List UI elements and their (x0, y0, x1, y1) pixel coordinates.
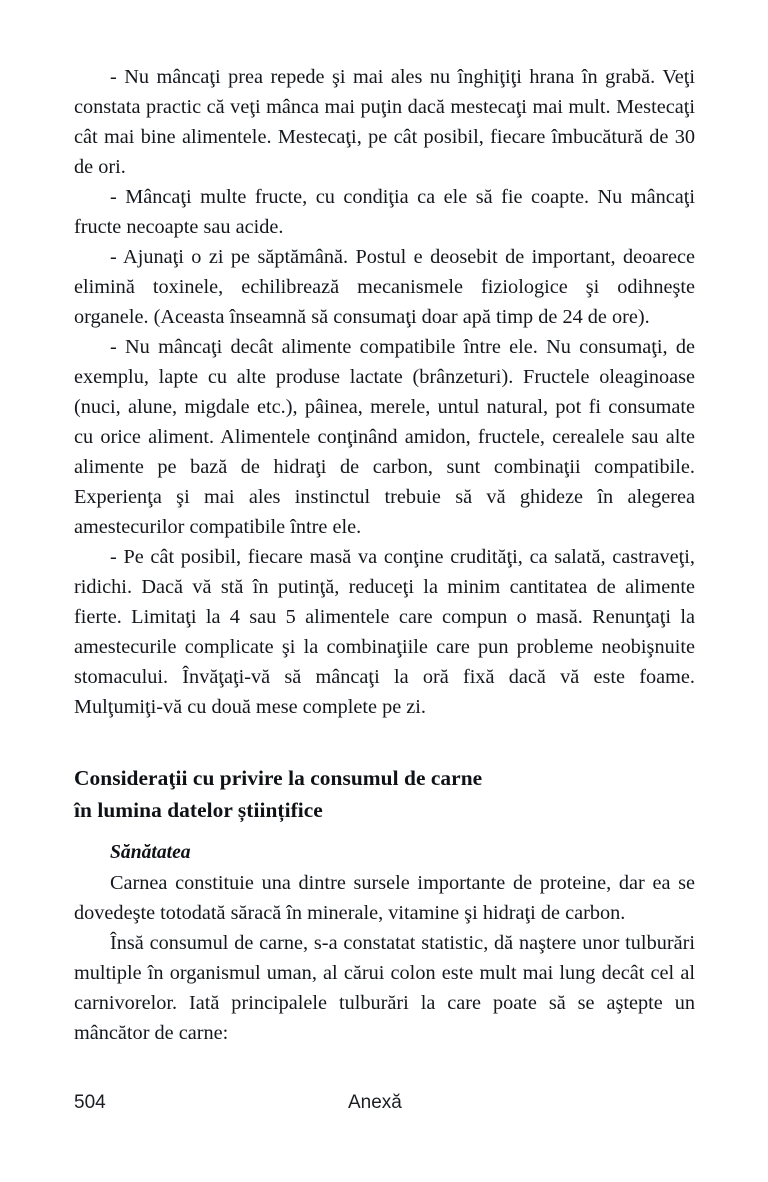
section-heading-line-1: Consideraţii cu privire la consumul de carne (74, 766, 483, 790)
body-paragraph: - Nu mâncaţi prea repede şi mai ales nu înghiţiţi hrana în grabă. Veţi constata practic că veţi mânca mai puţin dacă mestecaţi mai mult. Mestecaţi cât mai bine alimentele. Mestecaţi, pe cât posibil, fiecare îmbucătură de 30 de ori. (74, 66, 695, 178)
page-footer (74, 1090, 695, 1120)
section-heading (74, 722, 695, 826)
footer-page-number: 504 (74, 1092, 106, 1113)
text-column (74, 62, 695, 1048)
body-paragraph: Însă consumul de carne, s-a constatat statistic, dă naştere unor tulburări multiple în organismul uman, al cărui colon este mult mai lung decât cel al carnivorelor. Iată principalele tulburări la care poate să se aştepte un mâncător de carne: (74, 932, 695, 1044)
footer-section-name: Anexă (348, 1092, 402, 1113)
section-heading-line-2: în lumina datelor științifice (74, 797, 323, 822)
body-paragraph: Carnea constituie una dintre sursele importante de proteine, dar ea se dovedeşte totodată săracă în minerale, vitamine şi hidraţi de carbon. (74, 872, 695, 924)
body-paragraph: - Nu mâncaţi decât alimente compatibile între ele. Nu consumaţi, de exemplu, lapte cu alte produse lactate (brânzeturi). Fructele oleaginoase (nuci, alune, migdale etc.), pâinea, merele, untul natural, pot fi consumate cu orice aliment. Alimentele conţinând amidon, fructele, cerealele sau alte alimente pe bază de hidraţi de carbon, sunt combinaţii compatibile. Experienţa şi mai ales instinctul trebuie să vă ghideze în alegerea amestecurilor compatibile între ele. (74, 336, 695, 538)
body-paragraph: - Mâncaţi multe fructe, cu condiţia ca ele să fie coapte. Nu mâncaţi fructe necoapte sau acide. (74, 186, 695, 238)
body-paragraph: - Pe cât posibil, fiecare masă va conţine crudităţi, ca salată, castraveţi, ridichi. Dacă vă stă în putinţă, reduceţi la minim cantitatea de alimente fierte. Limitaţi la 4 sau 5 alimentele care compun o masă. Renunţaţi la amestecurile complicate şi la combinaţiile care pun probleme neobişnuite stomacului. Învăţaţi-vă să mâncaţi la oră fixă dacă vă este foame. Mulţumiţi-vă cu două mese complete pe zi. (74, 546, 695, 718)
body-paragraph: - Ajunaţi o zi pe săptămână. Postul e deosebit de important, deoarece elimină toxinele, echilibrează mecanismele fiziologice şi odihneşte organele. (Aceasta înseamnă să consumaţi doar apă timp de 24 de ore). (74, 246, 695, 328)
sub-heading: Sănătatea (110, 842, 191, 863)
